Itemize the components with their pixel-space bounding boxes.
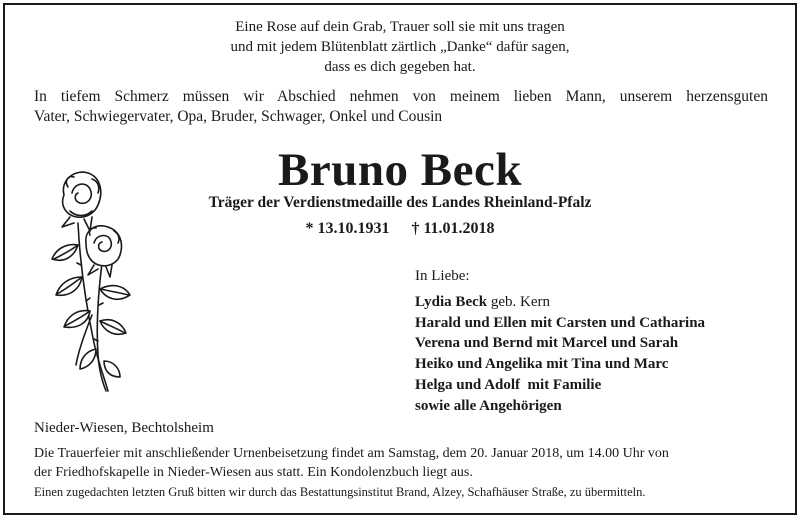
poem bbox=[0, 17, 800, 77]
mourners-list bbox=[415, 266, 785, 417]
deceased-name: Bruno Beck bbox=[278, 144, 522, 196]
birth-date: * 13.10.1931 bbox=[305, 220, 390, 237]
intro-line-2: Vater, Schwiegervater, Opa, Bruder, Schwager, Onkel und Cousin bbox=[34, 108, 443, 125]
intro-line-1: In tiefem Schmerz müssen wir Abschied nehmen von meinem lieben Mann, unserem herzensguten bbox=[34, 88, 768, 105]
location: Nieder-Wiesen, Bechtolsheim bbox=[34, 420, 214, 436]
death-date: † 11.01.2018 bbox=[411, 220, 495, 237]
mourners-heading: In Liebe: bbox=[415, 268, 470, 284]
funeral-details-line-3: Einen zugedachten letzten Gruß bitten wir durch das Bestattungsinstitut Brand, Alzey, Schafhäuser Straße, zu übermitteln. bbox=[34, 485, 646, 499]
mourner-row: Helga und Adolf mit Familie bbox=[415, 376, 602, 393]
honor-title: Träger der Verdienstmedaille des Landes Rheinland-Pfalz bbox=[208, 194, 592, 211]
intro-text bbox=[34, 87, 768, 127]
funeral-details bbox=[34, 444, 768, 502]
poem-line-2: und mit jedem Blütenblatt zärtlich „Danke“ dafür sagen, bbox=[230, 39, 570, 55]
poem-line-1: Eine Rose auf dein Grab, Trauer soll sie mit uns tragen bbox=[235, 19, 565, 35]
mourner-row: Heiko und Angelika mit Tina und Marc bbox=[415, 356, 669, 373]
mourner-maiden-name: geb. Kern bbox=[490, 293, 551, 310]
funeral-details-line-1: Die Trauerfeier mit anschließender Urnenbeisetzung findet am Samstag, dem 20. Januar 2018, um 14.00 Uhr von bbox=[34, 446, 669, 461]
mourner-name: Lydia Beck bbox=[415, 293, 488, 310]
rose-icon bbox=[34, 165, 144, 395]
mourner-row: Verena und Bernd mit Marcel und Sarah bbox=[415, 335, 679, 352]
mourner-row bbox=[415, 292, 785, 313]
poem-line-3: dass es dich gegeben hat. bbox=[324, 59, 476, 75]
funeral-details-line-2: der Friedhofskapelle in Nieder-Wiesen aus statt. Ein Kondolenzbuch liegt aus. bbox=[34, 465, 473, 480]
mourner-row: sowie alle Angehörigen bbox=[415, 397, 562, 414]
mourner-row: Harald und Ellen mit Carsten und Catharina bbox=[415, 314, 706, 331]
